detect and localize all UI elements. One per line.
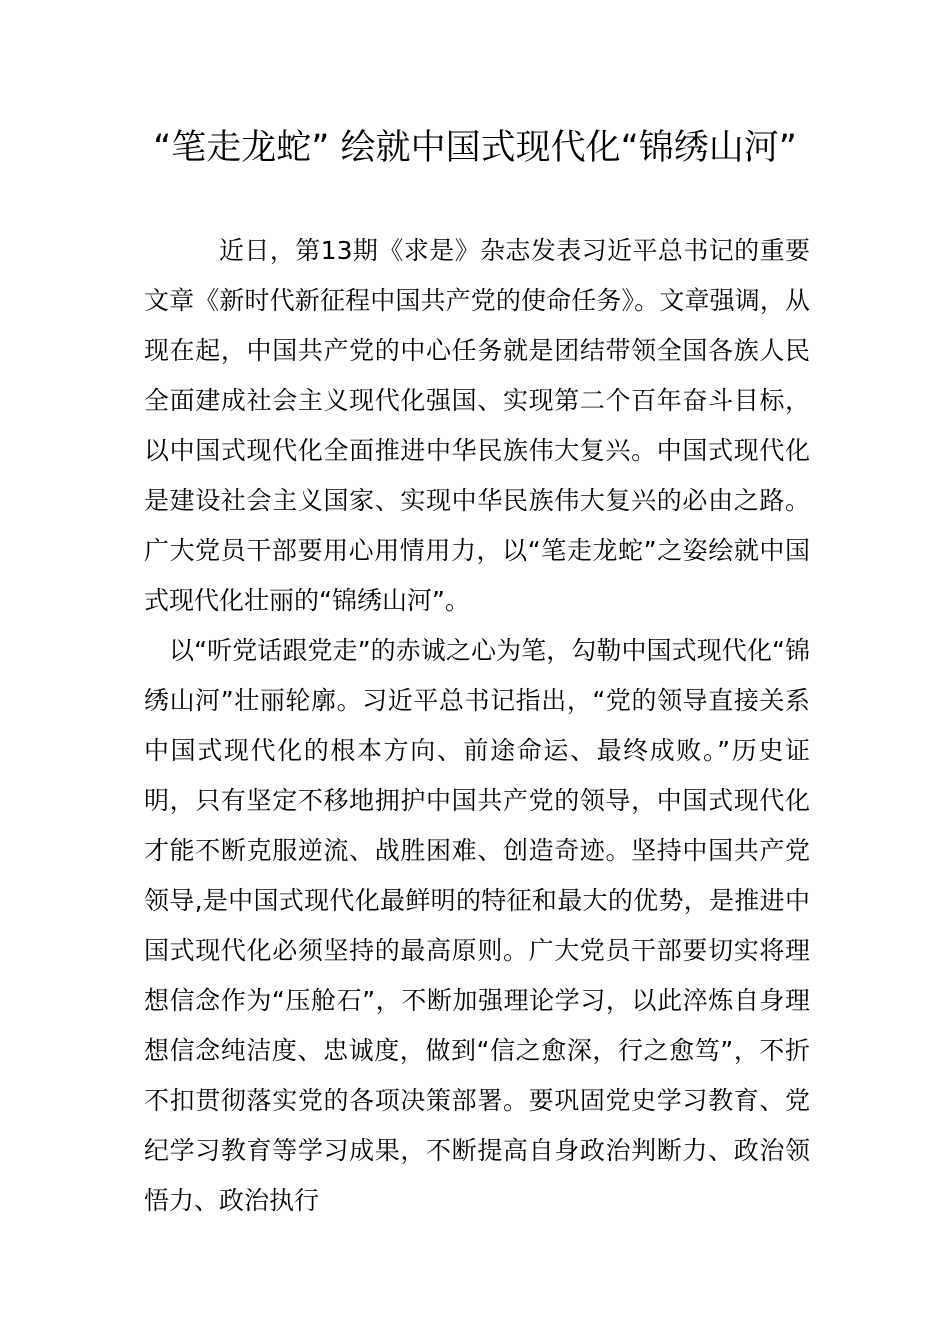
paragraph-1: 近日，第13期《求是》杂志发表习近平总书记的重要文章《新时代新征程中国共产党的使命任务》。文章强调，从现在起，中国共产党的中心任务就是团结带领全国各族人民全面建成社会主义现代化强国、实现第二个百年奋斗目标，以中国式现代化全面推进中华民族伟大复兴。中国式现代化是建设社会主义国家、实现中华民族伟大复兴的必由之路。广大党员干部要用心用情用力，以“笔走龙蛇”之姿绘就中国式现代化壮丽的“锦绣山河”。	[144, 236, 810, 615]
article-body	[144, 226, 810, 1226]
paragraph-2: 以“听党话跟党走”的赤诚之心为笔，勾勒中国式现代化“锦绣山河”壮丽轮廓。习近平总书记指出，“党的领导直接关系中国式现代化的根本方向、前途命运、最终成败。”历史证明，只有坚定不移地拥护中国共产党的领导，中国式现代化才能不断克服逆流、战胜困难、创造奇迹。坚持中国共产党领导,是中国式现代化最鲜明的特征和最大的优势，是推进中国式现代化必须坚持的最高原则。广大党员干部要切实将理想信念作为“压舱石”，不断加强理论学习，以此淬炼自身理想信念纯洁度、忠诚度，做到“信之愈深，行之愈笃”，不折不扣贯彻落实党的各项决策部署。要巩固党史学习教育、党纪学习教育等学习成果，不断提高自身政治判断力、政治领悟力、政治执行	[144, 636, 810, 1215]
article-title: “笔走龙蛇” 绘就中国式现代化“锦绣山河”	[153, 128, 797, 168]
